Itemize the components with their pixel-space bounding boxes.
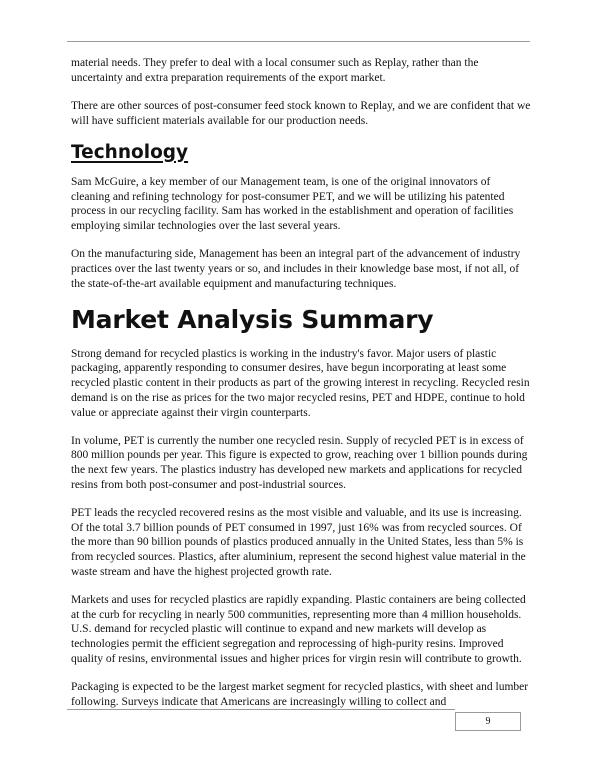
footer-rule bbox=[67, 709, 455, 710]
header-rule bbox=[67, 41, 530, 42]
market-paragraph-1: Strong demand for recycled plastics is working in the industry's favor. Major users of plastic packaging, apparently responding to consumer desires, have begun incorporating at least some recycled plastic content in their products as part of the growing interest in recycling. Recycled resin demand is on the rise as prices for the two major recycled resins, PET and HDPE, continue to hold value or appreciate against their virgin counterparts. bbox=[71, 347, 530, 419]
technology-paragraph-2: On the manufacturing side, Management has been an integral part of the advancement of industry practices over the last twenty years or so, and includes in their knowledge base most, if not all, of the state-of-the-art available equipment and manufacturing techniques. bbox=[71, 248, 521, 290]
intro-paragraph-2: There are other sources of post-consumer feed stock known to Replay, and we are confident that we will have sufficient materials available for our production needs. bbox=[71, 99, 531, 127]
intro-paragraph-1: material needs. They prefer to deal with a local consumer such as Replay, rather than the uncertainty and extra preparation requirements of the export market. bbox=[71, 57, 479, 84]
market-paragraph-2: In volume, PET is currently the number one recycled resin. Supply of recycled PET is in excess of 800 million pounds per year. This figure is expected to grow, reaching over 1 billion pounds during the next few years. The plastics industry has developed new markets and applications for recycled resins from both post-consumer and post-industrial sources. bbox=[71, 434, 528, 491]
market-analysis-heading: Market Analysis Summary bbox=[71, 304, 434, 334]
market-paragraph-5: Packaging is expected to be the largest market segment for recycled plastics, with sheet and lumber following. Surveys indicate that Americans are increasingly willing to collect and bbox=[71, 681, 529, 708]
market-paragraph-3: PET leads the recycled recovered resins as the most visible and valuable, and its use is increasing. Of the total 3.7 billion pounds of PET consumed in 1997, just 16% was from recycled sources. Of the more than 90 billion pounds of plastics produced annually in the United States, less than 5% is from recycled sources. Plastics, after aluminium, represent the second highest value material in the waste stream and have the highest projected growth rate. bbox=[71, 507, 526, 578]
page-number: 9 bbox=[455, 712, 521, 731]
technology-heading: Technology bbox=[71, 141, 189, 163]
document-body bbox=[71, 56, 531, 723]
market-paragraph-4: Markets and uses for recycled plastics are rapidly expanding. Plastic containers are being collected at the curb for recycling in nearly 500 communities, representing more than 4 million households. U.S. demand for recycled plastic will continue to expand and new markets will develop as technologies permit the efficient segregation and reprocessing of high-purity resins. Improved quality of resins, environmental issues and higher prices for virgin resin will contribute to growth. bbox=[71, 594, 526, 665]
technology-paragraph-1: Sam McGuire, a key member of our Management team, is one of the original innovators of cleaning and refining technology for post-consumer PET, and we will be utilizing his patented process in our recycling facility. Sam has worked in the establishment and operation of facilities employing similar technologies over the last several years. bbox=[71, 175, 514, 232]
